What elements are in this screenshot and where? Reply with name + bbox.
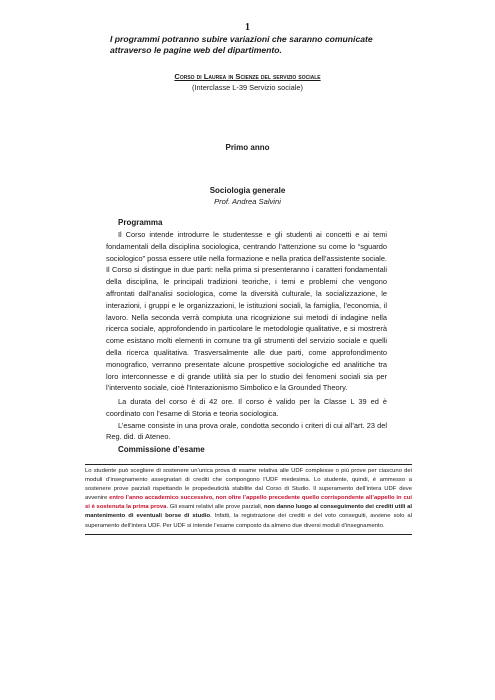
exam-rules-text: . Infatti, la registrazione dei crediti e del voto conseguiti, avviene solo al superamento dell’intera UDF. Per UDF si intende l’esame composto da almeno due diversi moduli d’insegnamento. bbox=[85, 513, 412, 529]
programma-heading: Programma bbox=[118, 218, 163, 227]
page-number: 1 bbox=[245, 22, 250, 33]
subject-title: Sociologia generale bbox=[209, 186, 286, 195]
exam-rules-credits-highlight: non danno luogo al conseguimento dei crediti utili al mantenimento di eventuali borse di studio bbox=[85, 504, 412, 520]
programma-paragraph: Il Corso intende introdurre le studentesse e gli studenti ai concetti e ai temi fondamentali della disciplina sociologica, centrando l’attenzione su come lo “sguardo sociologico” possa essere utile nella formazione e nella pratica dell’assistente sociale. Il Corso si distingue in due parti: nella prima si presenteranno i caratteri fondamentali della disciplina, le principali tradizioni teoriche, i temi e problemi che vengono affrontati dall’analisi sociologica, come la diversità culturale, la socializzazione, le interazioni, i gruppi e le organizzazioni, le istituzioni sociali, la famiglia, l’economia, il lavoro. Nella seconda verrà compiuta una ricognizione sui metodi di indagine nella ricerca sociale, approfondendo in particolare le metodologie qualitative, e si mostrerà come esistano molti elementi in comune tra gli strumenti del servizio sociale e quelli della ricerca qualitativa. Trasversalmente alle due parti, come approfondimento monografico, verranno presentate alcune prospettive sociologiche ed analitiche tra loro interconnesse e di grande utilità sia per lo studio dei fenomeni sociali sia per l’intervento sociale, cioè l’Interazionismo Simbolico e la Grounded Theory. bbox=[106, 230, 387, 393]
course-details bbox=[106, 396, 387, 443]
course-class: (Interclasse L-39 Servizio sociale) bbox=[192, 83, 303, 92]
year-heading: Primo anno bbox=[225, 143, 270, 152]
exam-rules-box bbox=[85, 464, 412, 535]
programma-description bbox=[106, 229, 387, 394]
exam-format-paragraph: L’esame consiste in una prova orale, condotta secondo i criteri di cui all’art. 23 del Reg. did. di Ateneo. bbox=[106, 420, 387, 442]
course-title: Corso di Laurea in Scienze del servizio sociale bbox=[174, 72, 321, 81]
professor-name: Prof. Andrea Salvini bbox=[214, 197, 281, 206]
exam-rules-deadline-highlight: entro l’anno accademico successivo, non oltre l’appello precedente quello corrispondente all’appello in cui si è sostenuta la prima prova bbox=[85, 495, 412, 511]
exam-rules-text: . Gli esami relativi alle prove parziali, bbox=[166, 504, 265, 511]
exam-rules-text: Lo studente può scegliere di sostenere un’unica prova di esame relativa alle UDF complesse o più prove per ciascuno dei moduli d’insegnamento assegnatari di crediti che compongono l’UDF medesima. Lo studente, quindi, è ammesso a sostenere prove parziali rispettando le propedeuticità stabilite dal Corso di Studio. Il superamento dell’intera UDF deve avvenire bbox=[85, 468, 412, 502]
commissione-heading: Commissione d’esame bbox=[118, 445, 205, 454]
course-duration-paragraph: La durata del corso è di 42 ore. Il corso è valido per la Classe L 39 ed è coordinato con l’esame di Storia e teoria sociologica. bbox=[106, 397, 387, 418]
programme-change-notice: I programmi potranno subire variazioni che saranno comunicate attraverso le pagine web del dipartimento. bbox=[110, 34, 373, 55]
